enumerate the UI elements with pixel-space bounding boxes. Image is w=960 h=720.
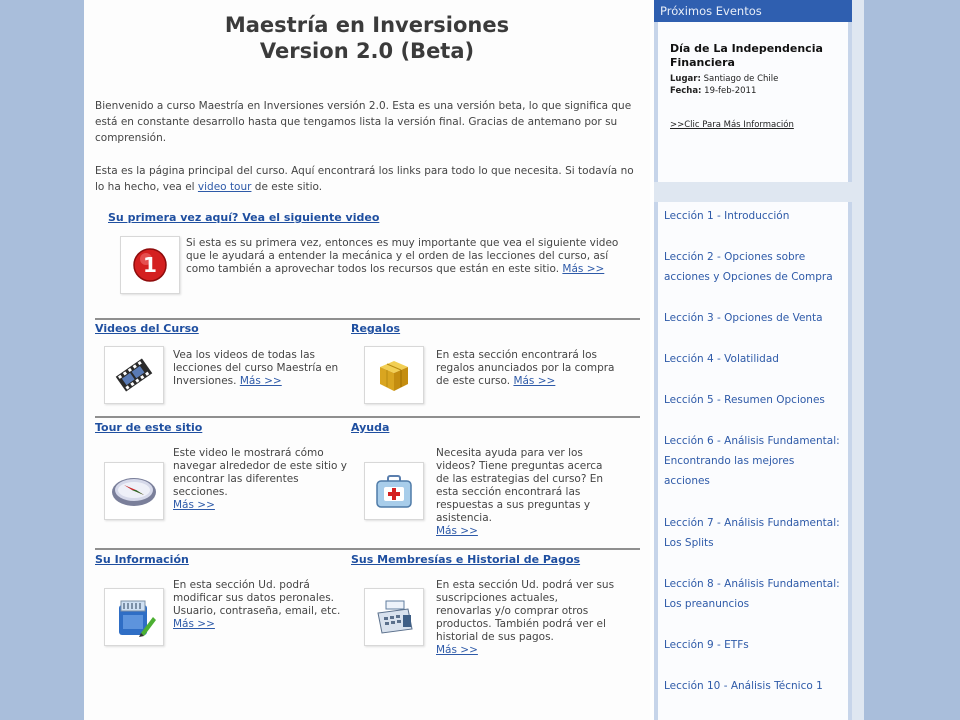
ayuda-heading[interactable]: Ayuda [351, 421, 390, 434]
page-title: Maestría en Inversiones Version 2.0 (Beta) [224, 13, 510, 63]
sidebar-lesson-4[interactable]: Lección 4 - Volatilidad [654, 345, 852, 386]
main-content [84, 0, 650, 720]
tour-heading[interactable]: Tour de este sitio [95, 421, 203, 434]
sidebar-lesson-2[interactable]: Lección 2 - Opciones sobre acciones y Opciones de Compra [654, 243, 852, 304]
ayuda-text: Necesita ayuda para ver los videos? Tiene preguntas acerca de las estrategias del curso? En esta sección encontrará las respuestas a sus preguntas y asistencia. Más >> [436, 447, 604, 537]
first-time-heading[interactable]: Su primera vez aquí? Vea el siguiente video [108, 211, 380, 224]
compass-icon[interactable] [104, 462, 164, 520]
svg-text:1: 1 [143, 253, 157, 277]
page [84, 0, 864, 720]
divider [95, 318, 640, 320]
video-tour-link[interactable]: video tour [197, 181, 252, 193]
regalos-text: En esta sección encontrará los regalos anunciados por la compra de este curso. Más >> [436, 349, 615, 387]
event-more-link[interactable]: >>Clic Para Más Información [670, 120, 794, 130]
regalos-heading[interactable]: Regalos [351, 322, 401, 335]
sidebar-lesson-7[interactable]: Lección 7 - Análisis Fundamental: Los Splits [654, 509, 852, 570]
membresias-more-link[interactable]: Más >> [436, 644, 478, 656]
sidebar-lesson-5[interactable]: Lección 5 - Resumen Opciones [654, 386, 852, 427]
sidebar [654, 0, 864, 720]
videos-heading[interactable]: Videos del Curso [95, 322, 199, 335]
sidebar-lesson-10[interactable]: Lección 10 - Análisis Técnico 1 [654, 672, 852, 720]
first-time-text: Si esta es su primera vez, entonces es muy importante que vea el siguiente video que le ayudará a entender la mecánica y el orden de las lecciones del curso, así como también a aprovechar todos los recursos que están en este sitio. Más >> [186, 237, 619, 275]
main-page-text: Esta es la página principal del curso. Aquí encontrará los links para todo lo que necesita. Si todavía no lo ha hecho, vea el video tour de este sitio. [95, 165, 634, 193]
tour-text: Este video le mostrará cómo navegar alrededor de este sitio y encontrar las diferentes secciones. Más >> [173, 447, 347, 511]
info-more-link[interactable]: Más >> [173, 618, 215, 630]
membresias-text: En esta sección Ud. podrá ver sus suscripciones actuales, renovarlas y/o comprar otros productos. También podrá ver el historial de sus pagos. Más >> [436, 579, 615, 656]
divider [95, 416, 640, 418]
tour-more-link[interactable]: Más >> [173, 499, 215, 511]
event-title: Día de La Independencia Financiera [670, 42, 823, 69]
sidebar-lesson-8[interactable]: Lección 8 - Análisis Fundamental: Los preanuncios [654, 570, 852, 631]
gift-box-icon[interactable] [364, 346, 424, 404]
event-panel [654, 22, 852, 182]
sidebar-lesson-1[interactable]: Lección 1 - Introducción [654, 202, 852, 243]
cash-register-icon[interactable] [364, 588, 424, 646]
ayuda-more-link[interactable]: Más >> [436, 525, 478, 537]
membresias-heading[interactable]: Sus Membresías e Historial de Pagos [351, 553, 581, 566]
divider [95, 548, 640, 550]
info-heading[interactable]: Su Información [95, 553, 189, 566]
sidebar-lesson-9[interactable]: Lección 9 - ETFs [654, 631, 852, 672]
videos-more-link[interactable]: Más >> [239, 375, 282, 387]
events-header: Próximos Eventos [654, 0, 852, 22]
number-one-icon[interactable] [120, 236, 180, 294]
info-text: En esta sección Ud. podrá modificar sus datos peronales. Usuario, contraseña, email, etc. Más >> [173, 579, 341, 630]
regalos-more-link[interactable]: Más >> [513, 375, 556, 387]
sidebar-lesson-3[interactable]: Lección 3 - Opciones de Venta [654, 304, 852, 345]
videos-text: Vea los videos de todas las lecciones del curso Maestría en Inversiones. Más >> [173, 349, 339, 387]
intro-text: Bienvenido a curso Maestría en Inversiones versión 2.0. Esta es una versión beta, lo que significa que está en constante desarrollo hasta que tengamos lista la versión final. Gracias de antemano por su comprensión. [95, 100, 632, 144]
sidebar-lesson-6[interactable]: Lección 6 - Análisis Fundamental: Encontrando las mejores acciones [654, 427, 852, 509]
first-time-more-link[interactable]: Más >> [562, 263, 605, 275]
event-date: Fecha: 19-feb-2011 [670, 86, 757, 96]
user-info-icon[interactable] [104, 588, 164, 646]
first-aid-kit-icon[interactable] [364, 462, 424, 520]
film-strip-icon[interactable] [104, 346, 164, 404]
event-place: Lugar: Santiago de Chile [670, 74, 779, 84]
